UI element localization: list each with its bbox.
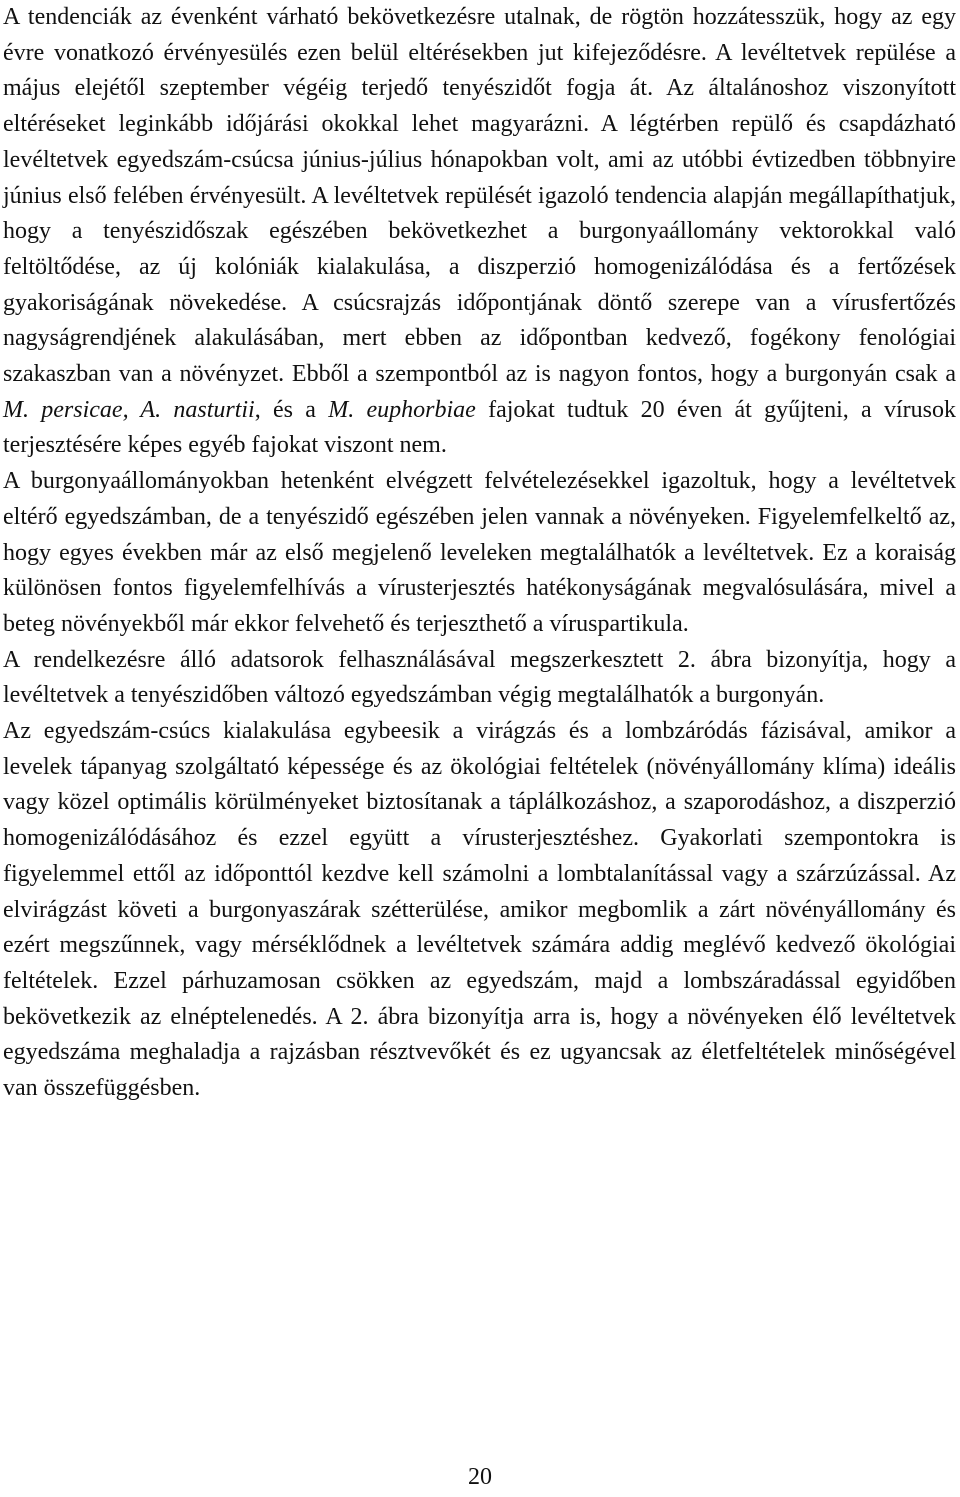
paragraph-1-ending: fajokat tudtuk 20 éven át gyűjteni, a vírusok terjesztésére képes egyéb fajokat viszont nem. [3, 396, 956, 459]
species-name-2: M. euphorbiae [328, 396, 476, 423]
paragraph-2-text: A burgonyaállományokban hetenként elvégzett felvételezésekkel igazoltuk, hogy a levéltetvek eltérő egyedszámban, de a tenyészidő egészében jelen vannak a növényeken. Figyelemfelkeltő az, hogy egyes években már az első megjelenő leveleken megtalálhatók a levéltetvek. Ez a koraiság különösen fontos figyelemfelhívás a vírusterjesztés hatékonyságának megvalósulására, mivel a beteg növényekből már ekkor felvehető és terjeszthető a víruspartikula. [3, 468, 956, 637]
paragraph-4-text: Az egyedszám-csúcs kialakulása egybeesik a virágzás és a lombzáródás fázisával, amikor a levelek tápanyag szolgáltató képessége és az ökológiai feltételek (növényállomány klíma) ideális vagy közel optimális körülményeket biztosítanak a táplálkozáshoz, a szaporodáshoz, a diszperzió homogenizálódásához és ezzel együtt a vírusterjesztéshez. Gyakorlati szempontokra is figyelemmel ettől az időponttól kezdve kell számolni a lombtalanítással vagy a szárzúzással. Az elvirágzást követi a burgonyaszárak szétterülése, amikor megbomlik a zárt növényállomány és ezért megszűnnek, vagy mérséklődnek a levéltetvek számára addig meglévő kedvező ökológiai feltételek. Ezzel párhuzamosan csökken az egyedszám, majd a lombszáradással egyidőben bekövetkezik az elnéptelenedés. A 2. ábra bizonyítja arra is, hogy a növényeken élő levéltetvek egyedszáma meghaladja a rajzásban résztvevőkét és ez ugyancsak az életfeltételek minőségével van összefüggésben. [3, 718, 956, 1102]
document-page [3, 0, 956, 1107]
species-names-1: M. persicae, A. nasturtii [3, 396, 255, 423]
paragraph-3 [3, 643, 956, 714]
paragraph-3-text: A rendelkezésre álló adatsorok felhasználásával megszerkesztett 2. ábra bizonyítja, hogy a levéltetvek a tenyészidőben változó egyedszámban végig megtalálhatók a burgonyán. [3, 646, 956, 709]
paragraph-2 [3, 464, 956, 643]
paragraph-1-conjunction: , és a [254, 396, 329, 423]
paragraph-1-text: A tendenciák az évenként várható bekövetkezésre utalnak, de rögtön hozzátesszük, hogy az egy évre vonatkozó érvényesülés ezen belül eltérésekben jut kifejeződésre. A levéltetvek repülése a május elejétől szeptember végéig terjedő tenyészidőt fogja át. Az általánoshoz viszonyított eltéréseket leginkább időjárási okokkal lehet magyarázni. A légtérben repülő és csapdázható levéltetvek egyedszám-csúcsa június-július hónapokban volt, ami az utóbbi évtizedben többnyire június első felében érvényesült. A levéltetvek repülését igazoló tendencia alapján megállapíthatjuk, hogy a tenyészidőszak egészében bekövetkezhet a burgonyaállomány vektorokkal való feltöltődése, az új kolóniák kialakulása, a diszperzió homogenizálódása és a fertőzések gyakoriságának növekedése. A csúcsrajzás időpontjának döntő szerepe van a vírusfertőzés nagyságrendjének alakulásában, mert ebben az időpontban kedvező, fogékony fenológiai szakaszban van a növényzet. Ebből a szempontból az is nagyon fontos, hogy a burgonyán csak a [3, 4, 956, 388]
paragraph-1 [3, 0, 956, 464]
paragraph-4 [3, 714, 956, 1107]
page-number: 20 [468, 1464, 492, 1490]
